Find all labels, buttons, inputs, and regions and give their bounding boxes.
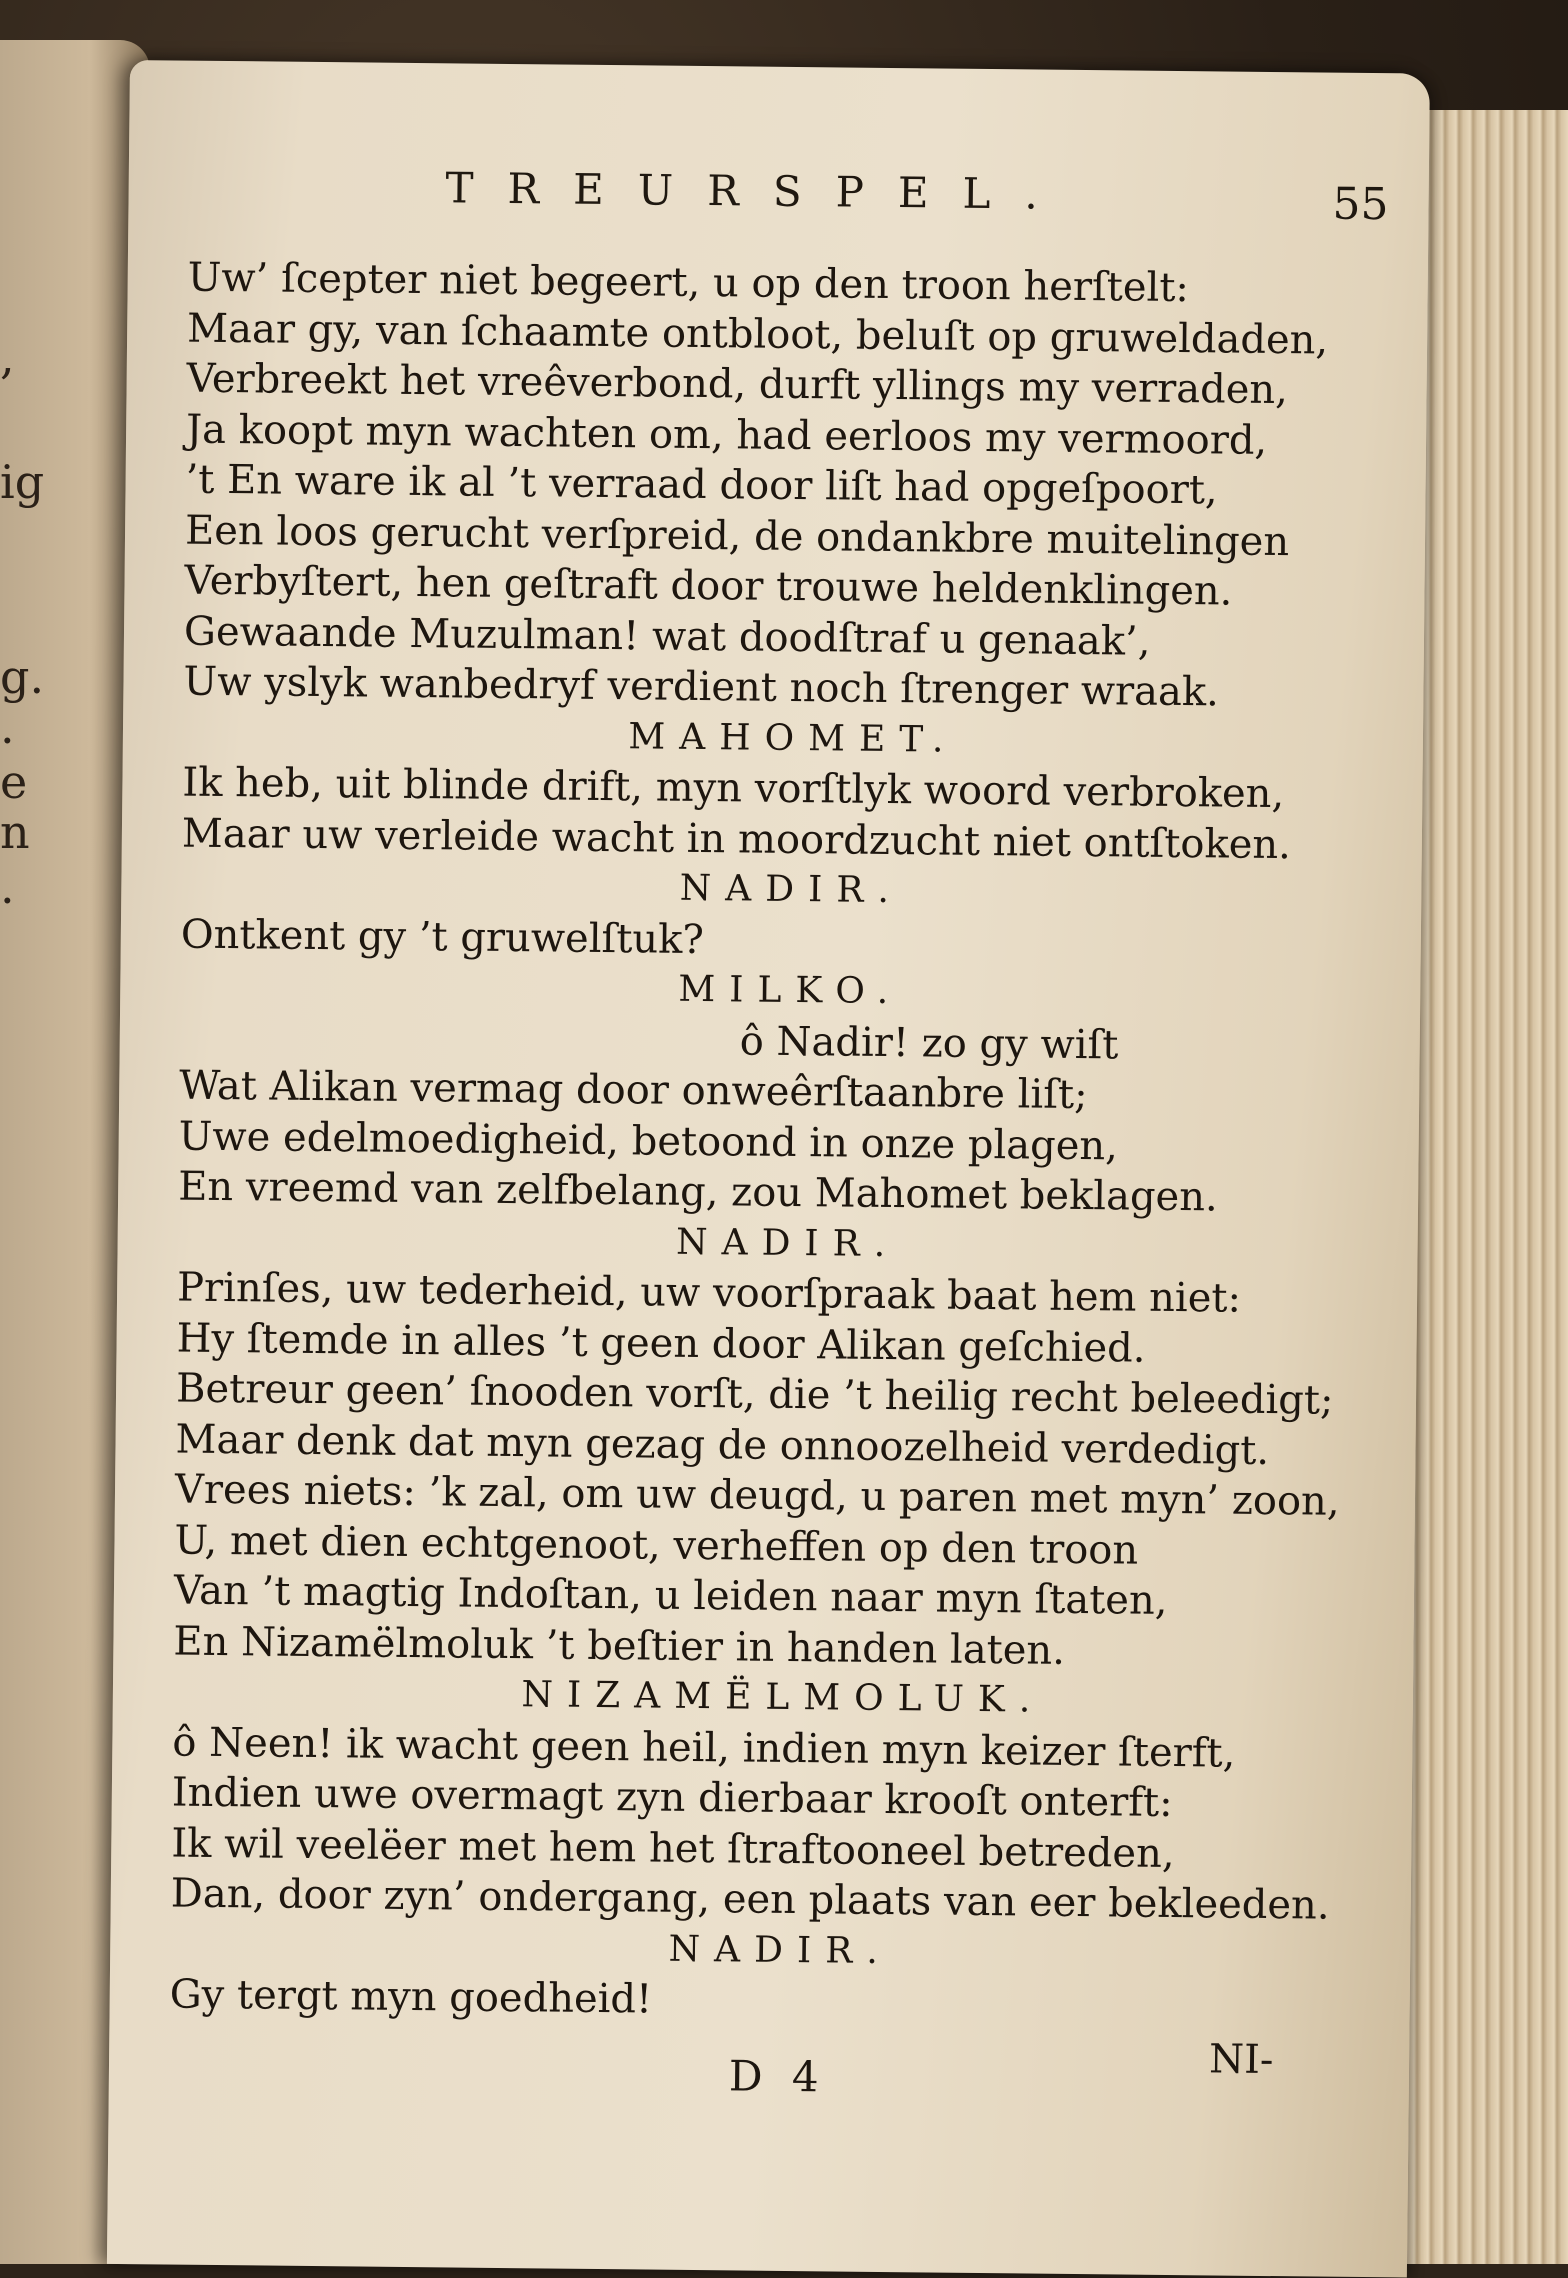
speaker-name: NIZAMËLMOLUK. [521, 1674, 1045, 1721]
speaker-name: NADIR. [668, 1928, 893, 1972]
verse-text [169, 253, 1367, 2033]
verse-line: Verbreekt het vreêverbond, durft yllings my verraden, [186, 355, 1289, 414]
verse-line: Ik heb, uit blinde drift, myn vorſtlyk woord verbroken, [182, 759, 1285, 818]
verse-line: En Nizamëlmoluk ’t beſtier in handen laten. [173, 1618, 1066, 1674]
left-page-fragment: . [0, 860, 15, 914]
speaker-name: NADIR. [675, 1221, 900, 1265]
verse-line: En vreemd van zelfbelang, zou Mahomet beklagen. [177, 1163, 1218, 1221]
left-page-fragment: e [0, 755, 28, 809]
running-title: TREURSPEL. [445, 163, 1073, 219]
verse-line: Van ’t magtig Indoſtan, u leiden naar myn ſtaten, [173, 1567, 1168, 1624]
verse-line: Wat Alikan vermag door onweêrſtaanbre liſt; [179, 1062, 1088, 1119]
verse-line: Hy ſtemde in alles ’t geen door Alikan geſchied. [176, 1315, 1146, 1372]
speaker-name: NADIR. [679, 867, 904, 912]
verse-line: U, met dien echtgenoot, verheffen op den troon [174, 1517, 1139, 1574]
verse-line: Ontkent gy ’t gruwelſtuk? [180, 911, 705, 963]
verse-line: Een loos gerucht verſpreid, de ondankbre muitelingen [184, 507, 1290, 565]
verse-line: Uw’ ſcepter niet begeert, u op den troon herſtelt: [187, 254, 1190, 312]
left-page-fragment: . [0, 700, 15, 754]
verse-line: ô Nadir! zo gy wiſt [739, 1017, 1119, 1068]
speaker-name: MAHOMET. [628, 715, 958, 761]
verse-line: Gewaande Muzulman! wat doodſtraf u genaak’, [183, 608, 1151, 665]
verse-line: Uw yslyk wanbedryf verdient noch ſtrenger wraak. [183, 658, 1220, 716]
speaker-name: MILKO. [678, 968, 903, 1013]
verse-line: Verbyſtert, hen geſtraft door trouwe heldenklingen. [184, 557, 1233, 615]
book-page [107, 60, 1430, 2277]
verse-line: Betreur geen’ ſnooden vorſt, die ’t heilig recht beleedigt; [175, 1365, 1334, 1424]
verse-line: ô Neen! ik wacht geen heil, indien myn keizer ſterft, [172, 1719, 1236, 1777]
page-header [308, 162, 1389, 233]
left-page-fragment: g. [0, 650, 45, 704]
verse-line: Vrees niets: ’k zal, om uw deugd, u paren met myn’ zoon, [174, 1466, 1340, 1525]
left-page-fragment: , [0, 330, 15, 384]
verse-line: Ja koopt myn wachten om, had eerloos my vermoord, [185, 406, 1268, 464]
verse-line: Uwe edelmoedigheid, betoond in onze plagen, [178, 1113, 1119, 1169]
catchword: NI- [1208, 2036, 1274, 2084]
left-page-fragment: ig [0, 455, 45, 509]
verse-line: Maar uw verleide wacht in moordzucht niet ontſtoken. [181, 810, 1292, 868]
verse-line: Ik wil veelëer met hem het ſtraftooneel betreden, [171, 1820, 1175, 1877]
verse-line: Prinſes, uw tederheid, uw voorſpraak baat hem niet: [176, 1264, 1242, 1322]
page-number: 55 [1332, 178, 1389, 231]
left-page-fragment: n [0, 805, 30, 859]
verse-line: Indien uwe overmagt zyn dierbaar krooſt onterft: [171, 1769, 1173, 1827]
verse-line: ’t En ware ik al ’t verraad door liſt had opgeſpoort, [185, 456, 1218, 514]
verse-line: Gy tergt myn goedheid! [169, 1971, 653, 2023]
signature-mark: D 4 [728, 2051, 827, 2102]
verse-line: Dan, door zyn’ ondergang, een plaats van eer bekleeden. [170, 1870, 1330, 1929]
verse-line: Maar gy, van ſchaamte ontbloot, beluſt op gruweldaden, [186, 305, 1329, 364]
verse-line: Maar denk dat myn gezag de onnoozelheid verdedigt. [175, 1416, 1270, 1474]
